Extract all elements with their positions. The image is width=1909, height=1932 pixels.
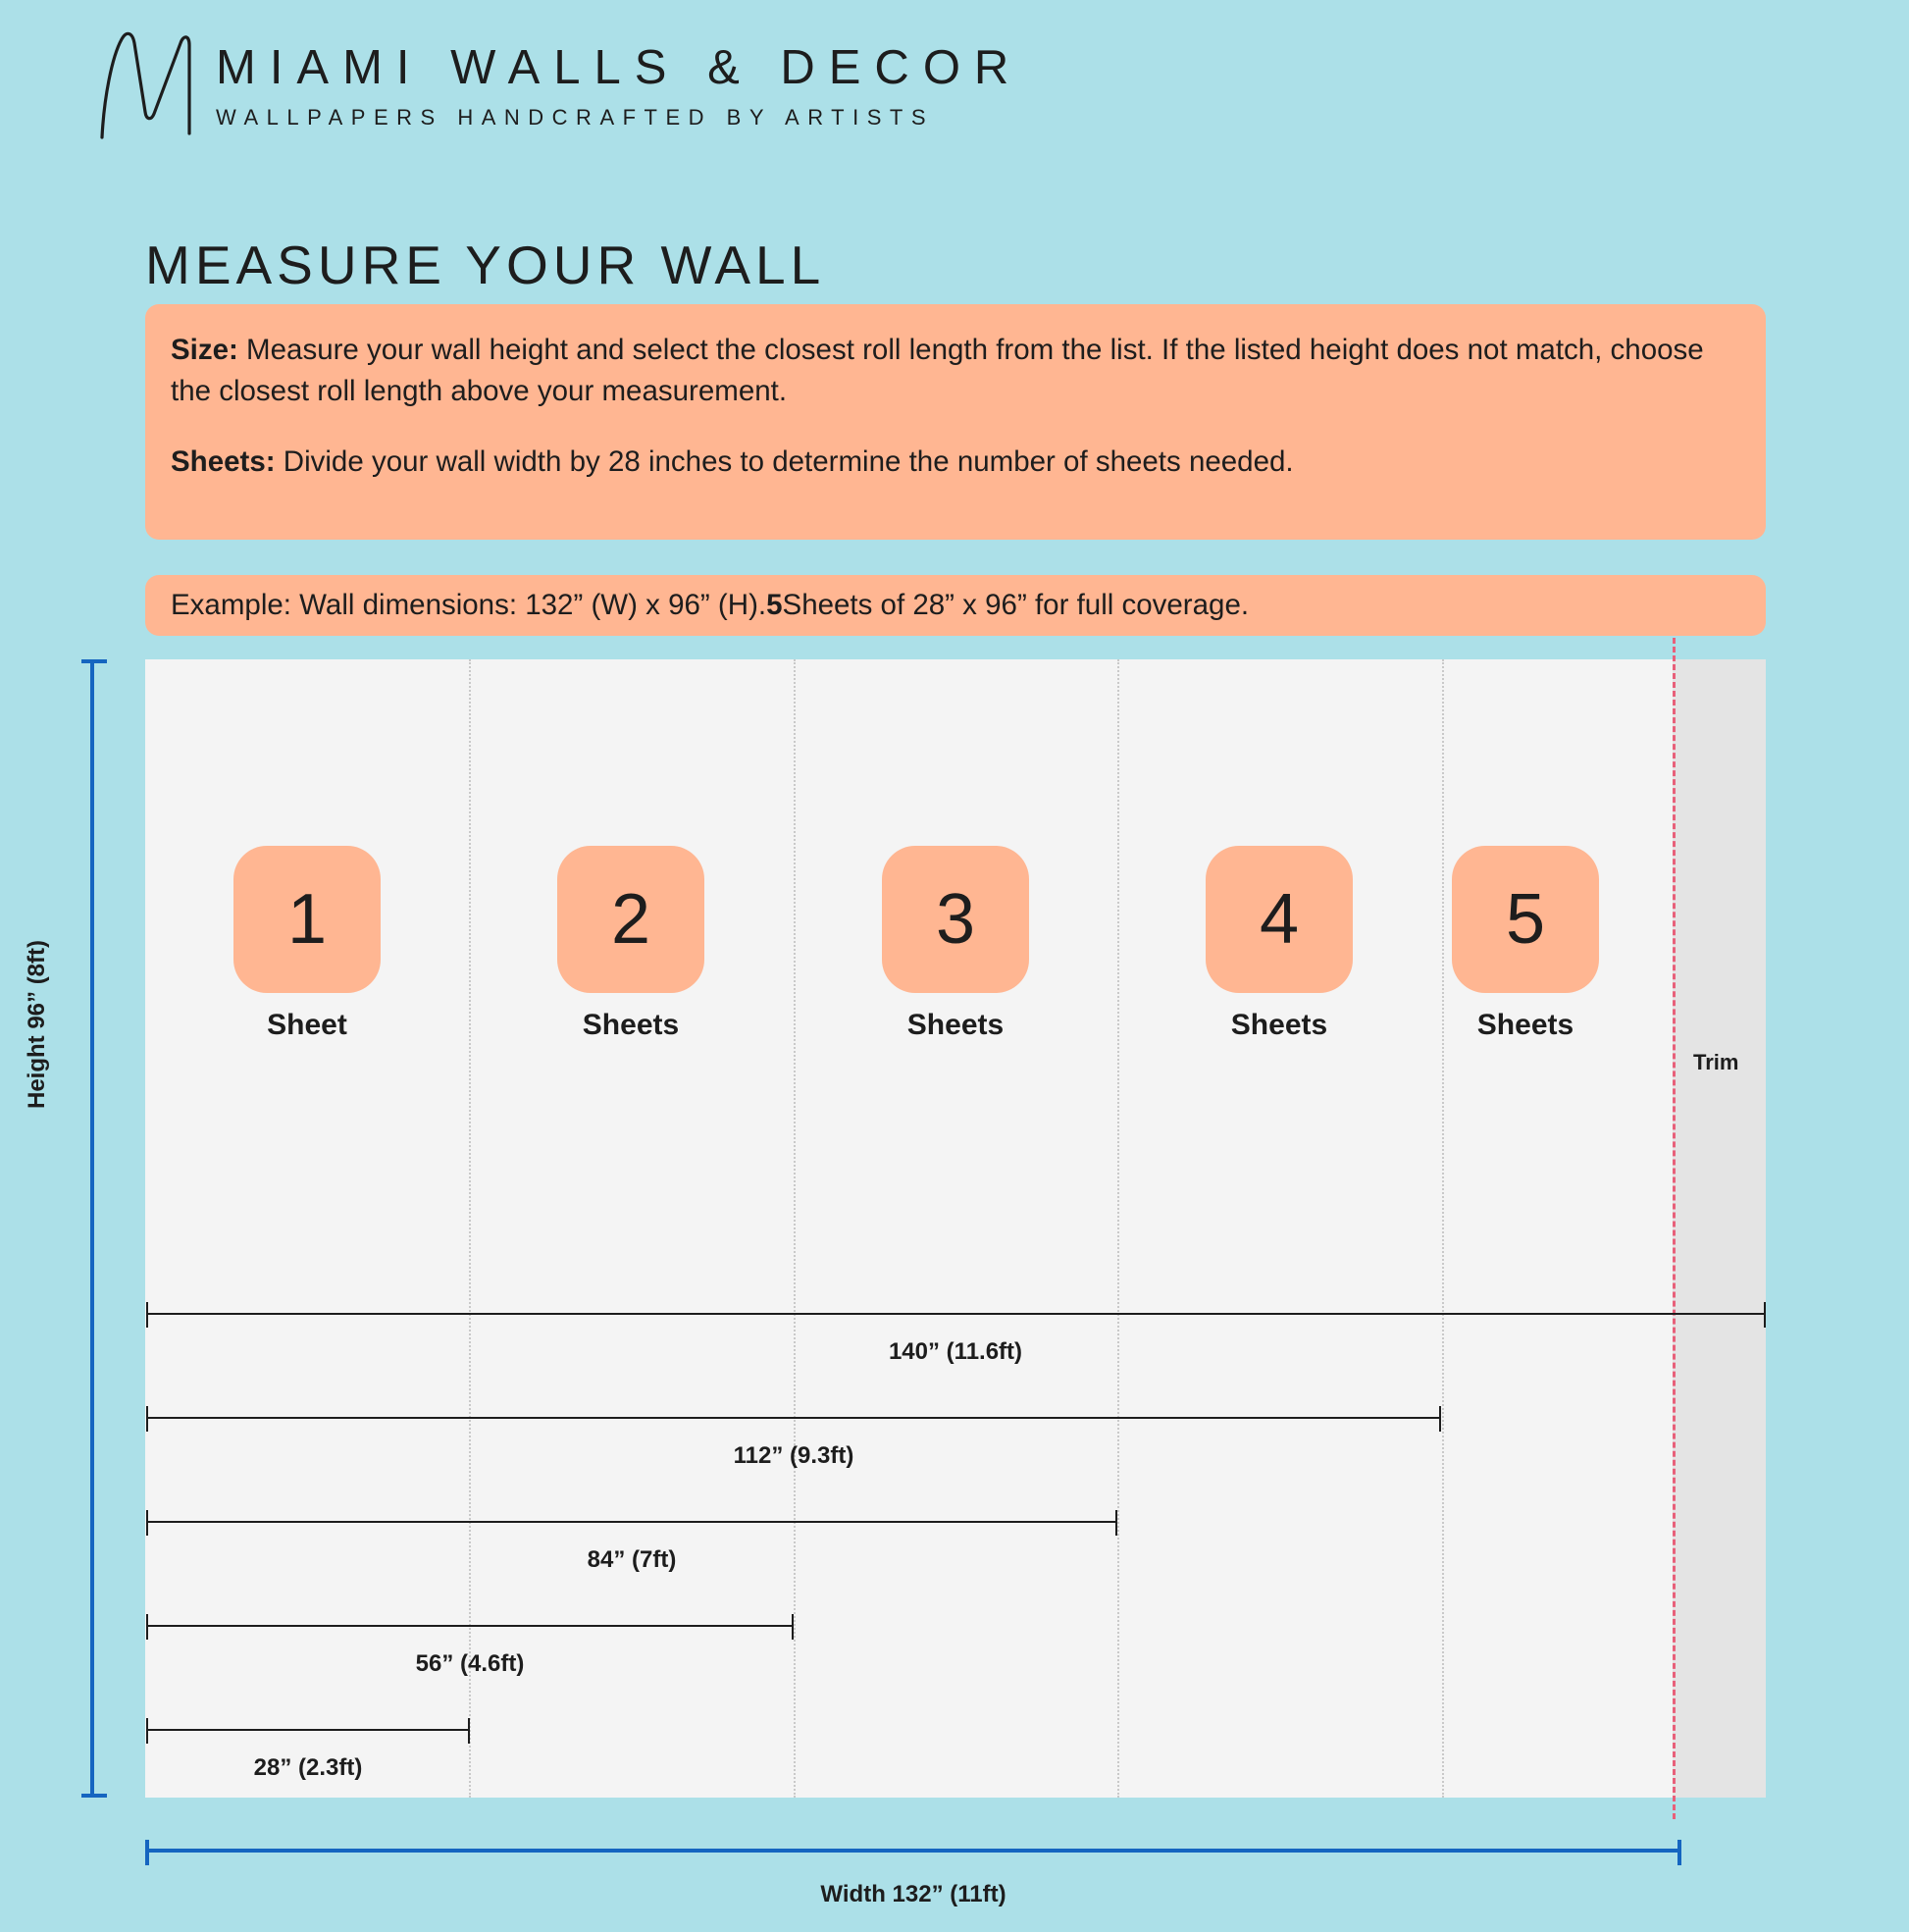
sheet-badge-3	[882, 846, 1029, 1042]
column-divider	[469, 659, 471, 1798]
column-divider	[1117, 659, 1119, 1798]
measurement-cap-left	[146, 1614, 148, 1640]
wall-diagram	[145, 659, 1766, 1798]
example-panel	[145, 575, 1766, 636]
measurement-cap-right	[1115, 1510, 1117, 1536]
measurement-label-84: 84” (7ft)	[587, 1546, 677, 1573]
trim-area	[1673, 659, 1766, 1798]
sheet-badge-number-5: 5	[1452, 846, 1599, 993]
measurement-label-28: 28” (2.3ft)	[253, 1754, 363, 1781]
measurement-bar-84	[146, 1521, 1117, 1573]
measurement-cap-left	[146, 1718, 148, 1744]
measurement-cap-right	[792, 1614, 794, 1640]
sheet-badge-1	[233, 846, 381, 1042]
sheet-badge-caption-5: Sheets	[1476, 1009, 1574, 1041]
sheet-badge-caption-1: Sheet	[267, 1009, 347, 1041]
sheet-badge-caption-3: Sheets	[906, 1009, 1005, 1041]
width-axis-label: Width 132” (11ft)	[820, 1881, 1006, 1907]
measurement-label-56: 56” (4.6ft)	[415, 1650, 525, 1677]
measurement-cap-right	[1439, 1406, 1441, 1432]
instruction-size	[171, 330, 1740, 412]
sheet-badge-caption-4: Sheets	[1230, 1009, 1328, 1041]
measurement-cap-right	[468, 1718, 470, 1744]
instruction-sheets-label: Sheets:	[171, 444, 276, 478]
measurement-cap-left	[146, 1510, 148, 1536]
instruction-size-label: Size:	[171, 334, 238, 366]
height-axis-cap-top	[81, 659, 107, 663]
page-title: MEASURE YOUR WALL	[145, 235, 826, 295]
sheet-badge-caption-2: Sheets	[582, 1009, 680, 1041]
m-monogram-icon	[94, 27, 202, 145]
width-axis-cap-right	[1677, 1840, 1681, 1865]
sheet-badge-number-1: 1	[233, 846, 381, 993]
column-divider	[1442, 659, 1444, 1798]
height-axis-cap-bottom	[81, 1794, 107, 1798]
measurement-cap-left	[146, 1302, 148, 1328]
brand-header	[94, 27, 1022, 145]
height-axis	[90, 659, 94, 1798]
instruction-size-text: Measure your wall height and select the closest roll length from the list. If the listed height does not match, choose the closest roll length above your measurement.	[171, 334, 1704, 407]
measurement-bar-112	[146, 1417, 1441, 1469]
instruction-sheets-text: Divide your wall width by 28 inches to determine the number of sheets needed.	[275, 444, 1294, 478]
example-prefix: Example: Wall dimensions: 132” (W) x 96” (H).	[171, 589, 767, 621]
height-axis-label: Height 96” (8ft)	[24, 939, 50, 1109]
measurement-bar-140	[146, 1313, 1766, 1365]
trim-cut-line	[1673, 638, 1676, 1819]
measurement-label-112: 112” (9.3ft)	[733, 1442, 854, 1469]
measurement-bar-56	[146, 1625, 794, 1677]
sheet-badge-4	[1206, 846, 1353, 1042]
measurement-bar-28	[146, 1729, 470, 1781]
brand-tagline: WALLPAPERS HANDCRAFTED BY ARTISTS	[216, 104, 935, 130]
measurement-cap-right	[1764, 1302, 1766, 1328]
instructions-panel	[145, 304, 1766, 540]
trim-label: Trim	[1693, 1050, 1739, 1074]
example-count: 5	[766, 589, 783, 621]
width-axis-cap-left	[145, 1840, 149, 1865]
brand-title: MIAMI WALLS & DECOR	[216, 41, 1023, 95]
sheet-badge-2	[557, 846, 704, 1042]
measurement-cap-left	[146, 1406, 148, 1432]
sheet-badge-number-4: 4	[1206, 846, 1353, 993]
sheet-badge-5	[1452, 846, 1599, 1042]
instruction-sheets	[171, 442, 1740, 483]
sheet-badge-number-3: 3	[882, 846, 1029, 993]
column-divider	[794, 659, 796, 1798]
example-suffix: Sheets of 28” x 96” for full coverage.	[782, 589, 1250, 621]
measurement-label-140: 140” (11.6ft)	[888, 1338, 1023, 1365]
sheet-badge-number-2: 2	[557, 846, 704, 993]
width-axis	[145, 1849, 1681, 1853]
